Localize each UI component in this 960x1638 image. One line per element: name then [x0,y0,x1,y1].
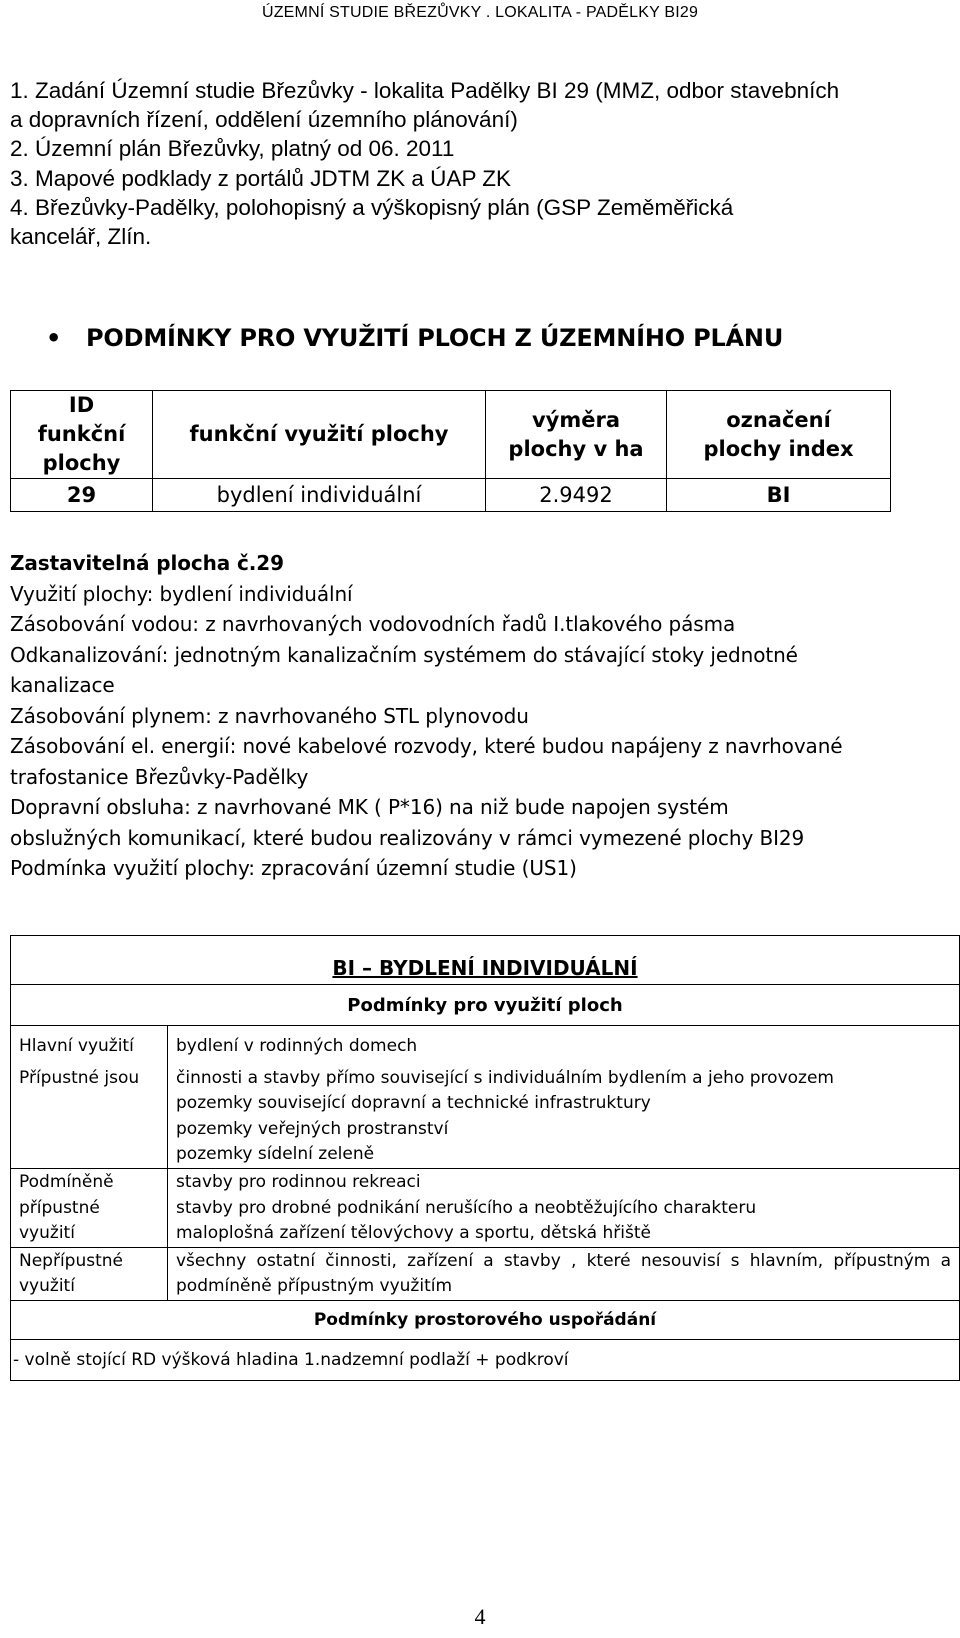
reference-line: a dopravních řízení, oddělení územního plánování) [10,107,518,133]
regulations-title-row [11,936,960,985]
reference-line: 1. Zadání Územní studie Březůvky - lokalita Padělky BI 29 (MMZ, odbor stavebních [10,78,840,103]
regulations-subtitle-row [11,985,960,1026]
section-heading [46,324,783,352]
overview-header-row [11,391,891,479]
reference-line: 3. Mapové podklady z portálů JDTM ZK a ÚAP ZK [10,165,512,191]
details-line: Zásobování vodou: z navrhovaných vodovodních řadů I.tlakového pásma [10,612,736,636]
allowed-value: pozemky veřejných prostranství [176,1118,449,1139]
cell-index: BI [667,479,891,512]
forbidden-value: všechny ostatní činnosti, zařízení a stavby , které nesouvisí s hlavním, přípustným a podmíněně přípustným využitím [168,1247,960,1300]
table-row [11,1168,960,1247]
regulations-subtitle: Podmínky pro využití ploch [11,985,960,1026]
reference-line: 2. Územní plán Březůvky, platný od 06. 2011 [10,136,455,162]
allowed-value: pozemky související dopravní a technické infrastruktury [176,1093,651,1114]
details-line: Dopravní obsluha: z navrhované MK ( P*16) na niž bude napojen systém [10,795,729,819]
header-use: funkční využití plochy [153,391,486,479]
details-line: Odkanalizování: jednotným kanalizačním systémem do stávající stoky jednotné [10,642,798,667]
allowed-value: činnosti a stavby přímo související s individuálním bydlením a jeho provozem [176,1067,834,1088]
header-index: označení plochy index [667,391,891,479]
conditional-value: stavby pro rodinnou rekreaci [176,1171,421,1192]
reference-list [10,76,950,251]
section-heading-text: PODMÍNKY PRO VYUŽITÍ PLOCH Z ÚZEMNÍHO PLÁNU [86,324,784,352]
details-line: Využití plochy: bydlení individuální [10,581,353,606]
conditional-value: stavby pro drobné podnikání nerušícího a neobtěžujícího charakteru [176,1197,757,1218]
overview-table [10,390,891,512]
header-id: ID funkční plochy [11,391,153,479]
spatial-value: - volně stojící RD výšková hladina 1.nadzemní podlaží + podkroví [11,1339,960,1380]
details-line: obslužných komunikací, které budou realizovány v rámci vymezené plochy BI29 [10,825,805,850]
reference-line: kancelář, Zlín. [10,224,152,250]
allowed-label: Přípustné jsou [19,1067,140,1088]
table-row [11,1247,960,1300]
cell-use: bydlení individuální [153,479,486,512]
details-line: kanalizace [10,673,115,697]
cell-area: 2.9492 [486,479,667,512]
table-row [11,479,891,512]
details-line: Podmínka využití plochy: zpracování územní studie (US1) [10,856,577,880]
main-use-value: bydlení v rodinných domech [176,1036,418,1056]
bullet-icon: • [46,324,62,352]
forbidden-label: Nepřípustné využití [11,1247,168,1300]
regulations-table [10,935,960,1381]
conditional-label: Podmíněně přípustné využití [11,1168,168,1247]
table-row [11,1339,960,1380]
page-number: 4 [474,1604,486,1629]
area-details [10,548,955,884]
cell-id: 29 [11,479,153,512]
details-line: Zásobování el. energií: nové kabelové rozvody, které budou napájeny z navrhované [10,734,843,758]
spatial-title: Podmínky prostorového uspořádání [11,1300,960,1339]
conditional-value: maloplošná zařízení tělovýchovy a sportu, dětská hřiště [176,1223,651,1244]
details-line: Zásobování plynem: z navrhovaného STL plynovodu [10,703,529,728]
main-use-label: Hlavní využití [19,1036,134,1056]
reference-line: 4. Březůvky-Padělky, polohopisný a výškopisný plán (GSP Zeměměřická [10,194,734,220]
regulations-title: BI – BYDLENÍ INDIVIDUÁLNÍ [11,936,960,985]
details-line: trafostanice Březůvky-Padělky [10,764,309,789]
header-area: výměra plochy v ha [486,391,667,479]
details-title: Zastavitelná plocha č.29 [10,551,284,575]
spatial-title-row [11,1300,960,1339]
table-row [11,1026,960,1169]
page-header: ÚZEMNÍ STUDIE BŘEZŮVKY . LOKALITA - PADĚLKY BI29 [261,4,699,21]
allowed-value: pozemky sídelní zeleně [176,1144,375,1165]
